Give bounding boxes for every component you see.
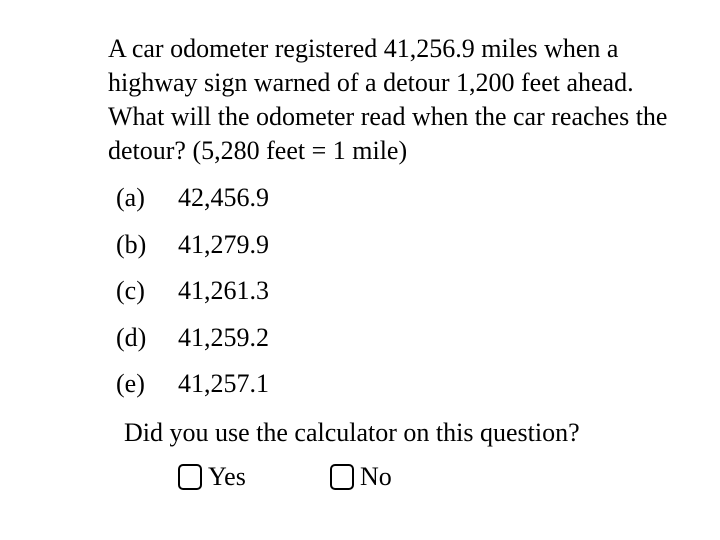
no-label: No	[360, 462, 392, 491]
calculator-yes-option[interactable]	[178, 460, 246, 494]
yes-label: Yes	[208, 462, 246, 491]
choice-value: 41,257.1	[178, 369, 269, 398]
choice-value: 42,456.9	[178, 183, 269, 212]
no-checkbox[interactable]	[330, 464, 354, 490]
yes-checkbox[interactable]	[178, 464, 202, 490]
choice-letter: (b)	[116, 229, 147, 259]
choice-value: 41,279.9	[178, 229, 269, 259]
choice-value: 41,259.2	[178, 322, 269, 352]
calculator-question: Did you use the calculator on this question?	[124, 418, 580, 447]
choice-letter: (a)	[116, 183, 145, 212]
choice-letter: (e)	[116, 369, 145, 398]
choice-value: 41,261.3	[178, 276, 269, 305]
question-text: A car odometer registered 41,256.9 miles when a highway sign warned of a detour 1,200 feet ahead. What will the odometer read when the car reaches the detour? (5,280 feet = 1 mile)	[108, 34, 668, 165]
choice-letter: (c)	[116, 276, 145, 305]
calculator-no-option[interactable]	[330, 460, 392, 494]
choice-letter: (d)	[116, 322, 147, 352]
